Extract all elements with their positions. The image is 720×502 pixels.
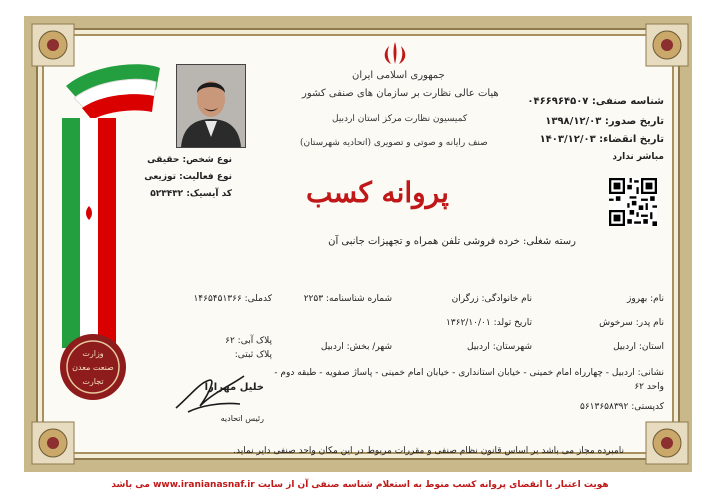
qr-code-icon — [609, 178, 657, 226]
license-number: شناسه صنفی: ۰۴۶۶۹۶۴۵۰۷ — [527, 96, 664, 107]
plaque-number: پلاک آبی: ۶۲ — [225, 336, 272, 346]
expiry-date: تاریخ انقضاء: ۱۴۰۳/۱۲/۰۳ — [539, 134, 664, 145]
postal-code: کدپستی: ۵۶۱۳۶۵۸۳۹۲ — [580, 402, 664, 412]
corner-ornament-icon — [644, 420, 690, 466]
commission-name: کمیسیون نظارت مرکز استان اردبیل — [332, 114, 468, 124]
signature-icon — [170, 372, 266, 418]
address-unit: واحد ۶۲ — [634, 382, 664, 392]
corner-ornament-icon — [30, 420, 76, 466]
permit-notice: نامبرده مجاز می باشد بر اساس قانون نظام صنفی و مقررات مربوط در این مکان واحد صنفی دایر نماید. — [233, 446, 624, 456]
page-title: پروانه کسب — [306, 176, 449, 209]
registered-plaque: پلاک ثبتی: — [234, 350, 272, 360]
signer-role: رئیس اتحادیه — [220, 414, 264, 423]
iran-emblem-icon — [379, 38, 411, 70]
ministry-seal-icon — [58, 332, 128, 402]
verification-footer: هویت اعتبار یا انقضای پروانه کسب منوط به استعلام شناسه صنفی آن از سایت www.iranianasnaf.ir می باشد — [111, 480, 609, 490]
iran-flag-ribbon-icon — [52, 58, 164, 358]
province: استان: اردبیل — [613, 342, 664, 352]
corner-ornament-icon — [644, 22, 690, 68]
board-name: هیات عالی نظارت بر سازمان های صنفی کشور — [302, 88, 499, 99]
business-category: رسته شغلی: خرده فروشی تلفن همراه و تجهیزات جانبی آن — [328, 236, 576, 247]
isic-code: کد آیسیک: ۵۲۳۴۳۲ — [150, 189, 232, 199]
last-name: نام خانوادگی: زرگران — [451, 294, 532, 304]
agent-status: مباشر ندارد — [612, 152, 664, 162]
svg-text:تجارت: تجارت — [82, 377, 104, 386]
union-name: صنف رایانه و صوتی و تصویری (اتحادیه شهرستان) — [300, 138, 488, 148]
address: نشانی: اردبیل - چهارراه امام خمینی - خیابان استانداری - خیابان امام خمینی - پاساژ صفویه - طبقه دوم - — [274, 368, 664, 378]
first-name: نام: بهروز — [626, 294, 664, 304]
person-photo-icon — [177, 65, 245, 147]
owner-photo — [176, 64, 246, 148]
svg-text:وزارت: وزارت — [82, 349, 104, 358]
national-code: کدملی: ۱۴۶۵۴۵۱۳۶۶ — [193, 294, 272, 304]
signer-name: خلیل مهرارا — [204, 382, 264, 393]
issue-date: تاریخ صدور: ۱۳۹۸/۱۲/۰۳ — [545, 116, 664, 127]
county: شهرستان: اردبیل — [466, 342, 532, 352]
svg-text:صنعت معدن: صنعت معدن — [72, 363, 114, 372]
person-type: نوع شخص: حقیقی — [147, 155, 232, 165]
father-name: نام پدر: سرخوش — [599, 318, 664, 328]
activity-type: نوع فعالیت: توزیعی — [144, 172, 232, 182]
birth-date: تاریخ تولد: ۱۳۶۲/۱۰/۰۱ — [445, 318, 532, 328]
id-number: شماره شناسنامه: ۲۲۵۳ — [303, 294, 392, 304]
republic-name: جمهوری اسلامی ایران — [352, 70, 445, 81]
city: شهر/ بخش: اردبیل — [320, 342, 392, 352]
